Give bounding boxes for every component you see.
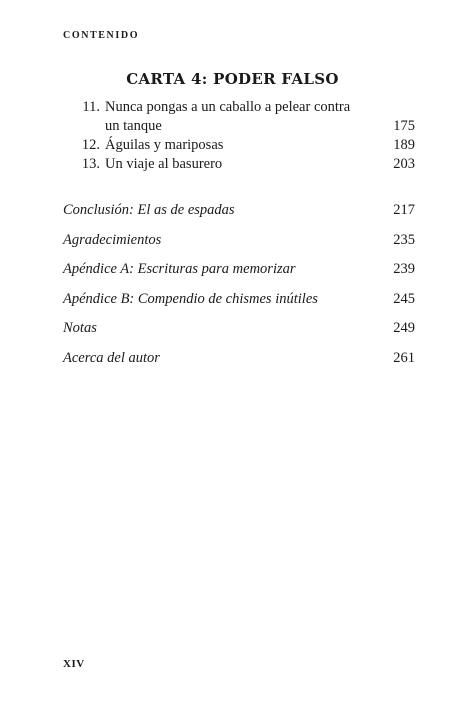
chapter-entry-11 — [80, 98, 415, 117]
part-title: CARTA 4: PODER FALSO — [126, 70, 339, 88]
toc-entry-page: 217 — [393, 202, 415, 218]
toc-entry-acerca-del-autor — [63, 348, 415, 368]
toc-entry-title: Agradecimientos — [63, 231, 162, 248]
toc-entry-page: 235 — [393, 231, 415, 248]
page-number: XIV — [63, 658, 85, 670]
chapter-page-number: 189 — [393, 137, 415, 153]
toc-entry-page: 239 — [393, 261, 415, 278]
chapter-entry-12 — [80, 136, 415, 155]
running-head: CONTENIDO — [63, 30, 140, 41]
chapter-page-number: 203 — [393, 156, 415, 172]
toc-entry-page: 245 — [393, 290, 415, 307]
toc-entry-title: Apéndice B: Compendio de chismes inútiles — [63, 290, 318, 307]
toc-entry-page: 249 — [393, 320, 415, 337]
toc-entry-agradecimientos — [63, 230, 415, 250]
toc-entry-conclusion — [63, 200, 415, 220]
toc-entry-title: Notas — [63, 320, 97, 337]
toc-entry-title: Acerca del autor — [63, 349, 160, 366]
back-matter-list — [63, 200, 415, 378]
chapter-page-number: 175 — [393, 118, 415, 134]
toc-entry-title: Conclusión: El as de espadas — [63, 202, 235, 218]
chapter-title-line: un tanque — [105, 118, 162, 134]
chapter-title-line: Águilas y mariposas — [105, 137, 224, 153]
chapter-title-line: Nunca pongas a un caballo a pelear contra — [105, 99, 351, 115]
chapter-number: 11. — [82, 99, 100, 115]
chapter-list — [80, 98, 415, 174]
chapter-entry-13 — [80, 155, 415, 174]
chapter-title-line: Un viaje al basurero — [105, 156, 223, 172]
toc-entry-title: Apéndice A: Escrituras para memorizar — [63, 261, 296, 278]
toc-entry-page: 261 — [393, 349, 415, 366]
chapter-number: 13. — [81, 156, 100, 172]
toc-entry-apendice-a — [63, 259, 415, 279]
chapter-number: 12. — [81, 137, 100, 153]
toc-entry-apendice-b — [63, 289, 415, 309]
chapter-entry-11-cont — [80, 117, 415, 136]
toc-entry-notas — [63, 318, 415, 338]
